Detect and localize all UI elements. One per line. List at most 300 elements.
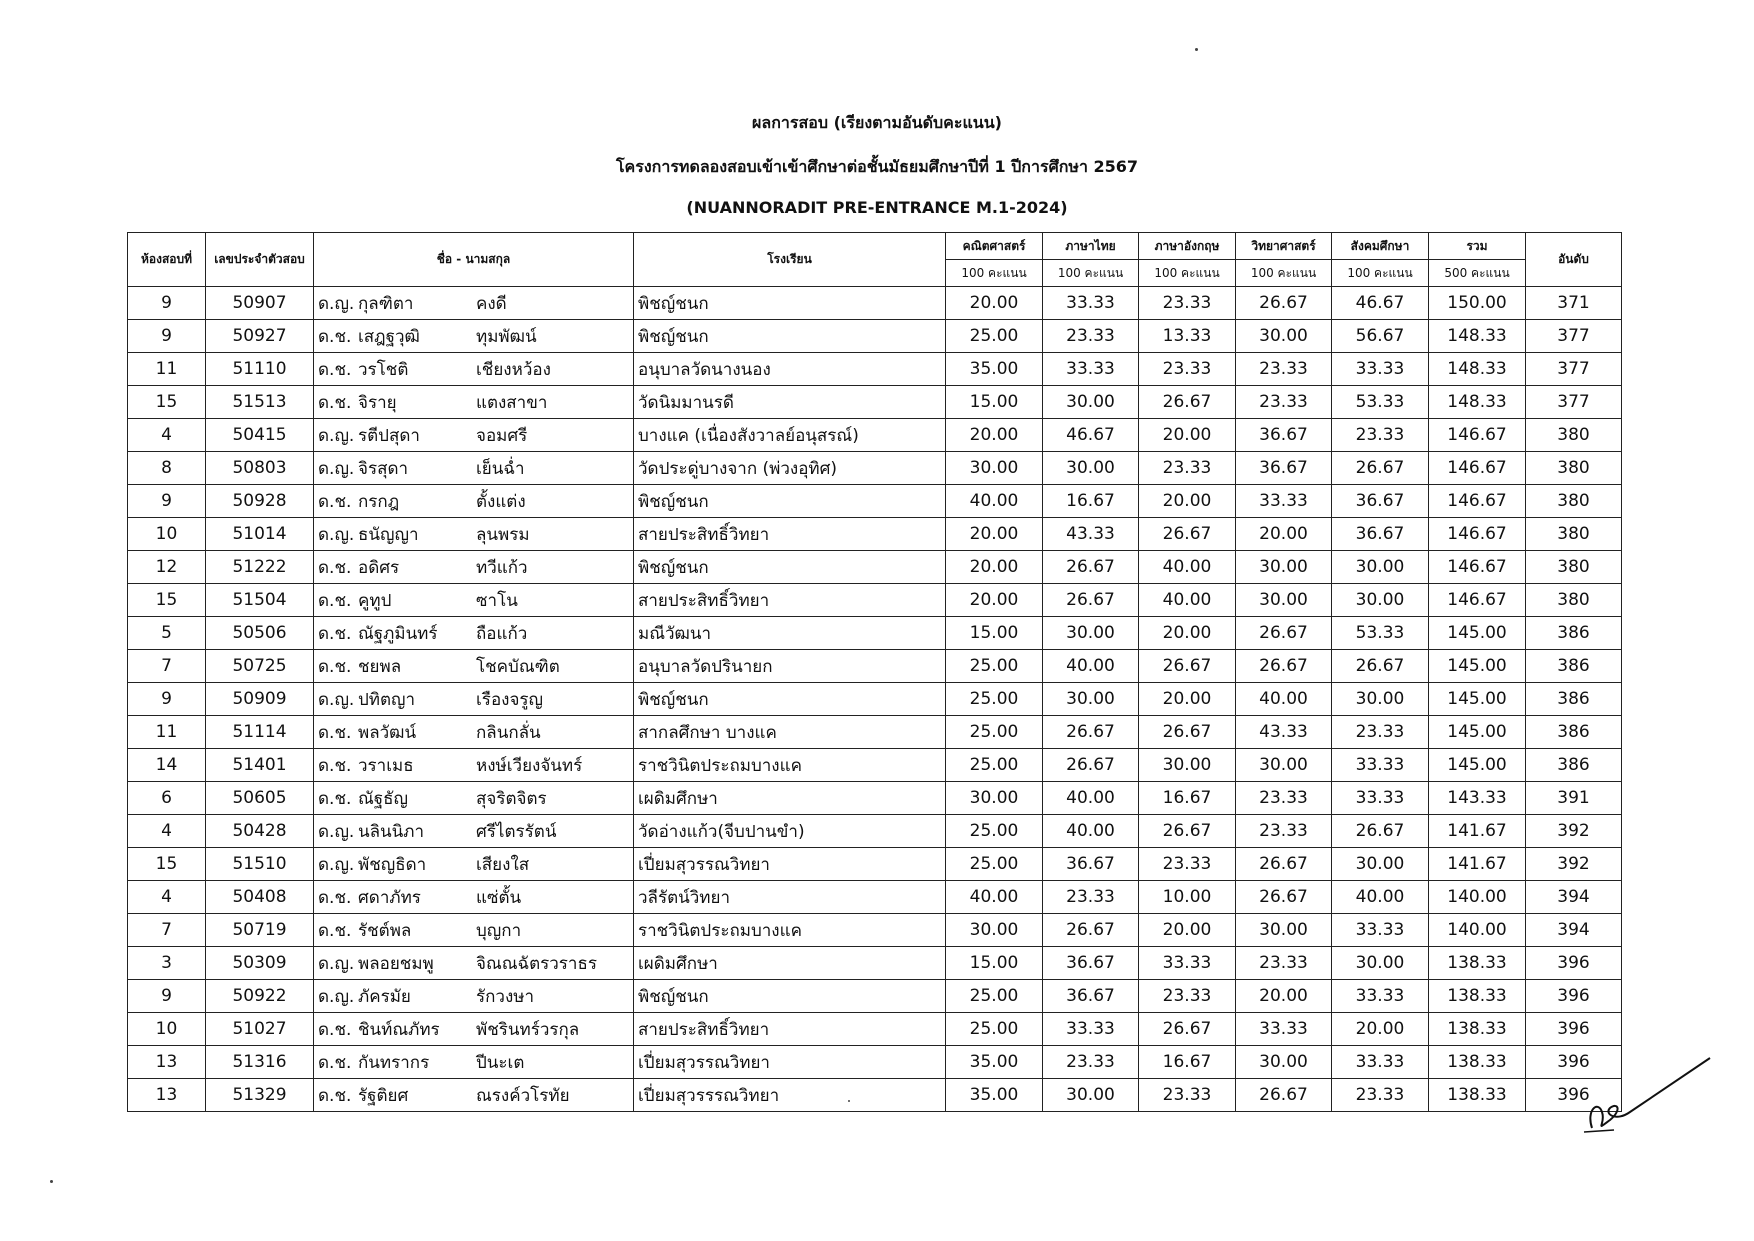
cell-science: 23.33 <box>1236 782 1332 815</box>
cell-school: อนุบาลวัดปรินายก <box>634 650 946 683</box>
table-row <box>128 782 1622 815</box>
cell-school: พิชญ์ชนก <box>634 320 946 353</box>
cell-math: 25.00 <box>946 1013 1043 1046</box>
cell-total: 138.33 <box>1429 947 1526 980</box>
cell-rank: 380 <box>1526 518 1622 551</box>
cell-room: 9 <box>128 485 206 518</box>
cell-science: 26.67 <box>1236 287 1332 320</box>
table-row <box>128 617 1622 650</box>
last-name: เสียงใส <box>476 854 530 875</box>
cell-science: 23.33 <box>1236 353 1332 386</box>
name-prefix: ด.ช. <box>318 1052 352 1073</box>
cell-science: 23.33 <box>1236 815 1332 848</box>
first-name: กันทรากร <box>358 1052 430 1073</box>
cell-school: เผดิมศึกษา <box>634 782 946 815</box>
last-name: ทวีแก้ว <box>476 557 528 578</box>
cell-science: 30.00 <box>1236 1046 1332 1079</box>
table-row <box>128 980 1622 1013</box>
first-name: วรโชติ <box>358 359 409 380</box>
last-name: บุญกา <box>476 920 522 941</box>
first-name: ณัฐธัญ <box>358 788 409 809</box>
cell-science: 36.67 <box>1236 419 1332 452</box>
first-name: ชินท์ณภัทร <box>358 1019 440 1040</box>
cell-school: เผดิมศึกษา <box>634 947 946 980</box>
cell-name <box>314 650 634 683</box>
cell-room: 11 <box>128 716 206 749</box>
name-prefix: ด.ช. <box>318 623 352 644</box>
cell-room: 3 <box>128 947 206 980</box>
cell-rank: 392 <box>1526 848 1622 881</box>
name-prefix: ด.ช. <box>318 887 352 908</box>
cell-math: 20.00 <box>946 551 1043 584</box>
cell-rank: 380 <box>1526 485 1622 518</box>
cell-exam-id: 50506 <box>206 617 314 650</box>
cell-social: 33.33 <box>1332 1046 1429 1079</box>
cell-rank: 394 <box>1526 914 1622 947</box>
cell-school: วลีรัตน์วิทยา <box>634 881 946 914</box>
first-name: พัชญธิดา <box>358 854 427 875</box>
table-row <box>128 551 1622 584</box>
first-name: เสฎฐวุฒิ <box>358 326 420 347</box>
cell-name <box>314 1013 634 1046</box>
last-name: จอมศรี <box>476 425 528 446</box>
cell-total: 143.33 <box>1429 782 1526 815</box>
cell-room: 15 <box>128 848 206 881</box>
cell-total: 148.33 <box>1429 353 1526 386</box>
last-name: พัชรินทร์วรกุล <box>476 1019 580 1040</box>
cell-math: 40.00 <box>946 485 1043 518</box>
cell-social: 40.00 <box>1332 881 1429 914</box>
table-row <box>128 716 1622 749</box>
page-subtitle: โครงการทดลองสอบเข้าเข้าศึกษาต่อชั้นมัธยมศึกษาปีที่ 1 ปีการศึกษา 2567 <box>615 157 1139 176</box>
table-row <box>128 320 1622 353</box>
cell-math: 30.00 <box>946 452 1043 485</box>
cell-social: 23.33 <box>1332 1079 1429 1112</box>
cell-math: 25.00 <box>946 320 1043 353</box>
cell-name <box>314 782 634 815</box>
cell-math: 20.00 <box>946 518 1043 551</box>
cell-exam-id: 50725 <box>206 650 314 683</box>
cell-exam-id: 50415 <box>206 419 314 452</box>
cell-room: 11 <box>128 353 206 386</box>
cell-rank: 394 <box>1526 881 1622 914</box>
table-row <box>128 1013 1622 1046</box>
cell-science: 30.00 <box>1236 320 1332 353</box>
cell-exam-id: 50719 <box>206 914 314 947</box>
cell-english: 10.00 <box>1139 881 1236 914</box>
cell-name <box>314 452 634 485</box>
last-name: เชียงหว้อง <box>476 359 551 380</box>
cell-thai: 43.33 <box>1043 518 1139 551</box>
table-row <box>128 683 1622 716</box>
cell-total: 141.67 <box>1429 848 1526 881</box>
table-row <box>128 485 1622 518</box>
cell-math: 40.00 <box>946 881 1043 914</box>
first-name: ธนัญญา <box>358 524 419 545</box>
cell-social: 30.00 <box>1332 683 1429 716</box>
cell-total: 148.33 <box>1429 386 1526 419</box>
name-prefix: ด.ญ. <box>318 953 355 974</box>
table-row <box>128 353 1622 386</box>
cell-math: 25.00 <box>946 650 1043 683</box>
cell-school: มณีวัฒนา <box>634 617 946 650</box>
table-row <box>128 419 1622 452</box>
name-prefix: ด.ญ. <box>318 821 355 842</box>
last-name: ถือแก้ว <box>476 623 528 644</box>
column-header-name: ชื่อ - นามสกุล <box>314 233 634 287</box>
cell-school: ราชวินิตประถมบางแค <box>634 914 946 947</box>
cell-science: 20.00 <box>1236 518 1332 551</box>
cell-room: 4 <box>128 419 206 452</box>
scan-speck <box>1195 48 1198 51</box>
first-name: จิรสุดา <box>358 458 409 479</box>
first-name: จิรายุ <box>358 392 397 413</box>
last-name: แซ่ตั้น <box>476 887 522 908</box>
name-prefix: ด.ช. <box>318 788 352 809</box>
cell-science: 20.00 <box>1236 980 1332 1013</box>
cell-english: 20.00 <box>1139 419 1236 452</box>
cell-social: 30.00 <box>1332 584 1429 617</box>
cell-science: 36.67 <box>1236 452 1332 485</box>
cell-english: 16.67 <box>1139 1046 1236 1079</box>
name-prefix: ด.ช. <box>318 326 352 347</box>
cell-social: 26.67 <box>1332 650 1429 683</box>
first-name: นลินนิภา <box>358 821 425 842</box>
cell-thai: 36.67 <box>1043 947 1139 980</box>
cell-social: 36.67 <box>1332 485 1429 518</box>
cell-rank: 392 <box>1526 815 1622 848</box>
name-prefix: ด.ช. <box>318 755 352 776</box>
page-title: ผลการสอบ (เรียงตามอันดับคะแนน) <box>752 113 1002 132</box>
unit-total: 500 คะแนน <box>1429 260 1526 287</box>
cell-total: 138.33 <box>1429 1079 1526 1112</box>
cell-rank: 377 <box>1526 353 1622 386</box>
cell-thai: 33.33 <box>1043 353 1139 386</box>
cell-room: 7 <box>128 650 206 683</box>
cell-total: 145.00 <box>1429 650 1526 683</box>
cell-room: 4 <box>128 815 206 848</box>
cell-name <box>314 320 634 353</box>
last-name: เรืองจรูญ <box>476 689 544 710</box>
cell-math: 20.00 <box>946 419 1043 452</box>
table-body <box>128 287 1622 1112</box>
cell-social: 53.33 <box>1332 617 1429 650</box>
cell-room: 9 <box>128 287 206 320</box>
last-name: สุจริตจิตร <box>476 788 547 809</box>
cell-exam-id: 50408 <box>206 881 314 914</box>
table-row <box>128 518 1622 551</box>
cell-school: สายประสิทธิ์วิทยา <box>634 1013 946 1046</box>
cell-room: 13 <box>128 1079 206 1112</box>
cell-name <box>314 980 634 1013</box>
first-name: รตีปสุดา <box>358 425 420 446</box>
last-name: ทุมพัฒน์ <box>476 326 537 347</box>
cell-thai: 36.67 <box>1043 980 1139 1013</box>
cell-science: 26.67 <box>1236 881 1332 914</box>
cell-math: 35.00 <box>946 1046 1043 1079</box>
cell-name <box>314 584 634 617</box>
cell-school: พิชญ์ชนก <box>634 551 946 584</box>
table-row <box>128 848 1622 881</box>
last-name: หงษ์เวียงจันทร์ <box>476 755 583 776</box>
cell-exam-id: 51014 <box>206 518 314 551</box>
cell-english: 20.00 <box>1139 485 1236 518</box>
column-header-total: รวม <box>1429 233 1526 260</box>
cell-school: พิชญ์ชนก <box>634 980 946 1013</box>
first-name: วราเมธ <box>358 755 414 776</box>
cell-school: สายประสิทธิ์วิทยา <box>634 518 946 551</box>
cell-english: 23.33 <box>1139 287 1236 320</box>
name-prefix: ด.ช. <box>318 656 352 677</box>
cell-thai: 23.33 <box>1043 320 1139 353</box>
cell-exam-id: 51504 <box>206 584 314 617</box>
cell-social: 30.00 <box>1332 551 1429 584</box>
table-row <box>128 650 1622 683</box>
cell-room: 5 <box>128 617 206 650</box>
name-prefix: ด.ช. <box>318 1085 352 1106</box>
first-name: รัชต์พล <box>358 920 412 941</box>
cell-school: สากลศึกษา บางแค <box>634 716 946 749</box>
cell-math: 25.00 <box>946 815 1043 848</box>
cell-name <box>314 419 634 452</box>
cell-thai: 40.00 <box>1043 650 1139 683</box>
cell-name <box>314 617 634 650</box>
cell-science: 26.67 <box>1236 848 1332 881</box>
name-prefix: ด.ช. <box>318 920 352 941</box>
cell-total: 146.67 <box>1429 419 1526 452</box>
cell-science: 43.33 <box>1236 716 1332 749</box>
first-name: กุลฑิตา <box>358 293 414 314</box>
cell-room: 15 <box>128 386 206 419</box>
cell-social: 33.33 <box>1332 914 1429 947</box>
cell-science: 23.33 <box>1236 386 1332 419</box>
cell-exam-id: 50928 <box>206 485 314 518</box>
cell-school: ราชวินิตประถมบางแค <box>634 749 946 782</box>
last-name: แตงสาขา <box>476 392 548 413</box>
cell-school: สายประสิทธิ์วิทยา <box>634 584 946 617</box>
first-name: ศดาภัทร <box>358 887 421 908</box>
cell-school: วัดอ่างแก้ว(จีบปานขำ) <box>634 815 946 848</box>
cell-thai: 26.67 <box>1043 749 1139 782</box>
cell-total: 145.00 <box>1429 683 1526 716</box>
cell-rank: 380 <box>1526 584 1622 617</box>
cell-name <box>314 683 634 716</box>
name-prefix: ด.ช. <box>318 590 352 611</box>
cell-rank: 396 <box>1526 980 1622 1013</box>
cell-math: 15.00 <box>946 386 1043 419</box>
unit-math: 100 คะแนน <box>946 260 1043 287</box>
cell-room: 15 <box>128 584 206 617</box>
cell-social: 26.67 <box>1332 452 1429 485</box>
cell-exam-id: 50922 <box>206 980 314 1013</box>
cell-thai: 26.67 <box>1043 551 1139 584</box>
cell-english: 26.67 <box>1139 815 1236 848</box>
cell-total: 145.00 <box>1429 716 1526 749</box>
name-prefix: ด.ญ. <box>318 458 355 479</box>
cell-math: 25.00 <box>946 848 1043 881</box>
cell-social: 33.33 <box>1332 749 1429 782</box>
cell-name <box>314 353 634 386</box>
cell-math: 30.00 <box>946 914 1043 947</box>
cell-rank: 386 <box>1526 749 1622 782</box>
cell-social: 46.67 <box>1332 287 1429 320</box>
cell-math: 25.00 <box>946 980 1043 1013</box>
cell-english: 40.00 <box>1139 551 1236 584</box>
cell-exam-id: 51513 <box>206 386 314 419</box>
cell-science: 33.33 <box>1236 1013 1332 1046</box>
cell-name <box>314 1079 634 1112</box>
column-header-school: โรงเรียน <box>634 233 946 287</box>
name-prefix: ด.ญ. <box>318 854 355 875</box>
cell-total: 146.67 <box>1429 584 1526 617</box>
table-row <box>128 1079 1622 1112</box>
cell-science: 26.67 <box>1236 1079 1332 1112</box>
name-prefix: ด.ช. <box>318 557 352 578</box>
cell-social: 33.33 <box>1332 353 1429 386</box>
cell-science: 26.67 <box>1236 617 1332 650</box>
cell-math: 30.00 <box>946 782 1043 815</box>
cell-thai: 30.00 <box>1043 386 1139 419</box>
column-header-science: วิทยาศาสตร์ <box>1236 233 1332 260</box>
cell-exam-id: 50907 <box>206 287 314 320</box>
cell-social: 23.33 <box>1332 419 1429 452</box>
cell-name <box>314 518 634 551</box>
cell-exam-id: 51401 <box>206 749 314 782</box>
cell-thai: 36.67 <box>1043 848 1139 881</box>
cell-social: 26.67 <box>1332 815 1429 848</box>
cell-rank: 391 <box>1526 782 1622 815</box>
cell-thai: 30.00 <box>1043 452 1139 485</box>
cell-social: 23.33 <box>1332 716 1429 749</box>
cell-rank: 380 <box>1526 551 1622 584</box>
column-header-rank: อันดับ <box>1526 233 1622 287</box>
column-header-thai: ภาษาไทย <box>1043 233 1139 260</box>
table-row <box>128 749 1622 782</box>
cell-english: 26.67 <box>1139 386 1236 419</box>
cell-total: 146.67 <box>1429 452 1526 485</box>
first-name: คูทูป <box>358 590 392 611</box>
cell-exam-id: 51510 <box>206 848 314 881</box>
cell-social: 33.33 <box>1332 980 1429 1013</box>
scan-speck <box>848 1100 850 1102</box>
unit-science: 100 คะแนน <box>1236 260 1332 287</box>
first-name: ณัฐภูมินทร์ <box>358 623 438 644</box>
table-row <box>128 1046 1622 1079</box>
cell-name <box>314 716 634 749</box>
cell-room: 8 <box>128 452 206 485</box>
unit-english: 100 คะแนน <box>1139 260 1236 287</box>
column-header-room: ห้องสอบที่ <box>128 233 206 287</box>
cell-room: 9 <box>128 683 206 716</box>
cell-english: 23.33 <box>1139 1079 1236 1112</box>
cell-exam-id: 51222 <box>206 551 314 584</box>
table-row <box>128 947 1622 980</box>
last-name: คงดี <box>476 293 507 314</box>
first-name: อดิศร <box>358 557 400 578</box>
name-prefix: ด.ญ. <box>318 425 355 446</box>
cell-exam-id: 50927 <box>206 320 314 353</box>
last-name: ซาโน <box>476 590 518 611</box>
cell-thai: 26.67 <box>1043 716 1139 749</box>
header-row <box>128 233 1622 260</box>
cell-rank: 396 <box>1526 1013 1622 1046</box>
cell-math: 25.00 <box>946 716 1043 749</box>
cell-room: 7 <box>128 914 206 947</box>
name-prefix: ด.ช. <box>318 392 352 413</box>
name-prefix: ด.ช. <box>318 1019 352 1040</box>
last-name: ตั้งแต่ง <box>476 491 526 512</box>
cell-english: 30.00 <box>1139 749 1236 782</box>
cell-science: 23.33 <box>1236 947 1332 980</box>
cell-name <box>314 815 634 848</box>
cell-total: 138.33 <box>1429 1046 1526 1079</box>
cell-total: 140.00 <box>1429 881 1526 914</box>
cell-english: 26.67 <box>1139 650 1236 683</box>
cell-name <box>314 914 634 947</box>
cell-english: 20.00 <box>1139 683 1236 716</box>
cell-social: 30.00 <box>1332 947 1429 980</box>
cell-math: 25.00 <box>946 683 1043 716</box>
cell-exam-id: 50803 <box>206 452 314 485</box>
cell-name <box>314 881 634 914</box>
cell-name <box>314 749 634 782</box>
cell-room: 10 <box>128 1013 206 1046</box>
cell-total: 138.33 <box>1429 980 1526 1013</box>
last-name: ลุนพรม <box>476 524 530 545</box>
cell-english: 23.33 <box>1139 980 1236 1013</box>
name-prefix: ด.ญ. <box>318 293 355 314</box>
cell-rank: 386 <box>1526 683 1622 716</box>
cell-thai: 23.33 <box>1043 881 1139 914</box>
cell-thai: 46.67 <box>1043 419 1139 452</box>
name-prefix: ด.ญ. <box>318 986 355 1007</box>
cell-thai: 33.33 <box>1043 1013 1139 1046</box>
cell-english: 20.00 <box>1139 914 1236 947</box>
last-name: ปีนะเต <box>476 1052 525 1073</box>
cell-school: เปี่ยมสุวรรณวิทยา <box>634 848 946 881</box>
cell-social: 53.33 <box>1332 386 1429 419</box>
cell-total: 148.33 <box>1429 320 1526 353</box>
first-name: กรกฎ <box>358 491 400 512</box>
cell-exam-id: 51114 <box>206 716 314 749</box>
first-name: ภัครมัย <box>358 986 411 1007</box>
cell-exam-id: 50309 <box>206 947 314 980</box>
cell-total: 146.67 <box>1429 551 1526 584</box>
cell-rank: 371 <box>1526 287 1622 320</box>
cell-rank: 386 <box>1526 617 1622 650</box>
cell-science: 40.00 <box>1236 683 1332 716</box>
cell-science: 30.00 <box>1236 584 1332 617</box>
cell-name <box>314 386 634 419</box>
cell-thai: 30.00 <box>1043 617 1139 650</box>
cell-science: 26.67 <box>1236 650 1332 683</box>
cell-social: 56.67 <box>1332 320 1429 353</box>
cell-math: 20.00 <box>946 584 1043 617</box>
cell-thai: 30.00 <box>1043 1079 1139 1112</box>
first-name: พลอยชมพู <box>358 953 434 974</box>
cell-room: 12 <box>128 551 206 584</box>
column-header-social: สังคมศึกษา <box>1332 233 1429 260</box>
cell-rank: 386 <box>1526 650 1622 683</box>
cell-exam-id: 51110 <box>206 353 314 386</box>
cell-science: 30.00 <box>1236 551 1332 584</box>
cell-school: พิชญ์ชนก <box>634 287 946 320</box>
cell-exam-id: 51027 <box>206 1013 314 1046</box>
cell-name <box>314 947 634 980</box>
last-name: โชคบัณฑิต <box>476 656 560 677</box>
unit-social: 100 คะแนน <box>1332 260 1429 287</box>
cell-science: 30.00 <box>1236 914 1332 947</box>
